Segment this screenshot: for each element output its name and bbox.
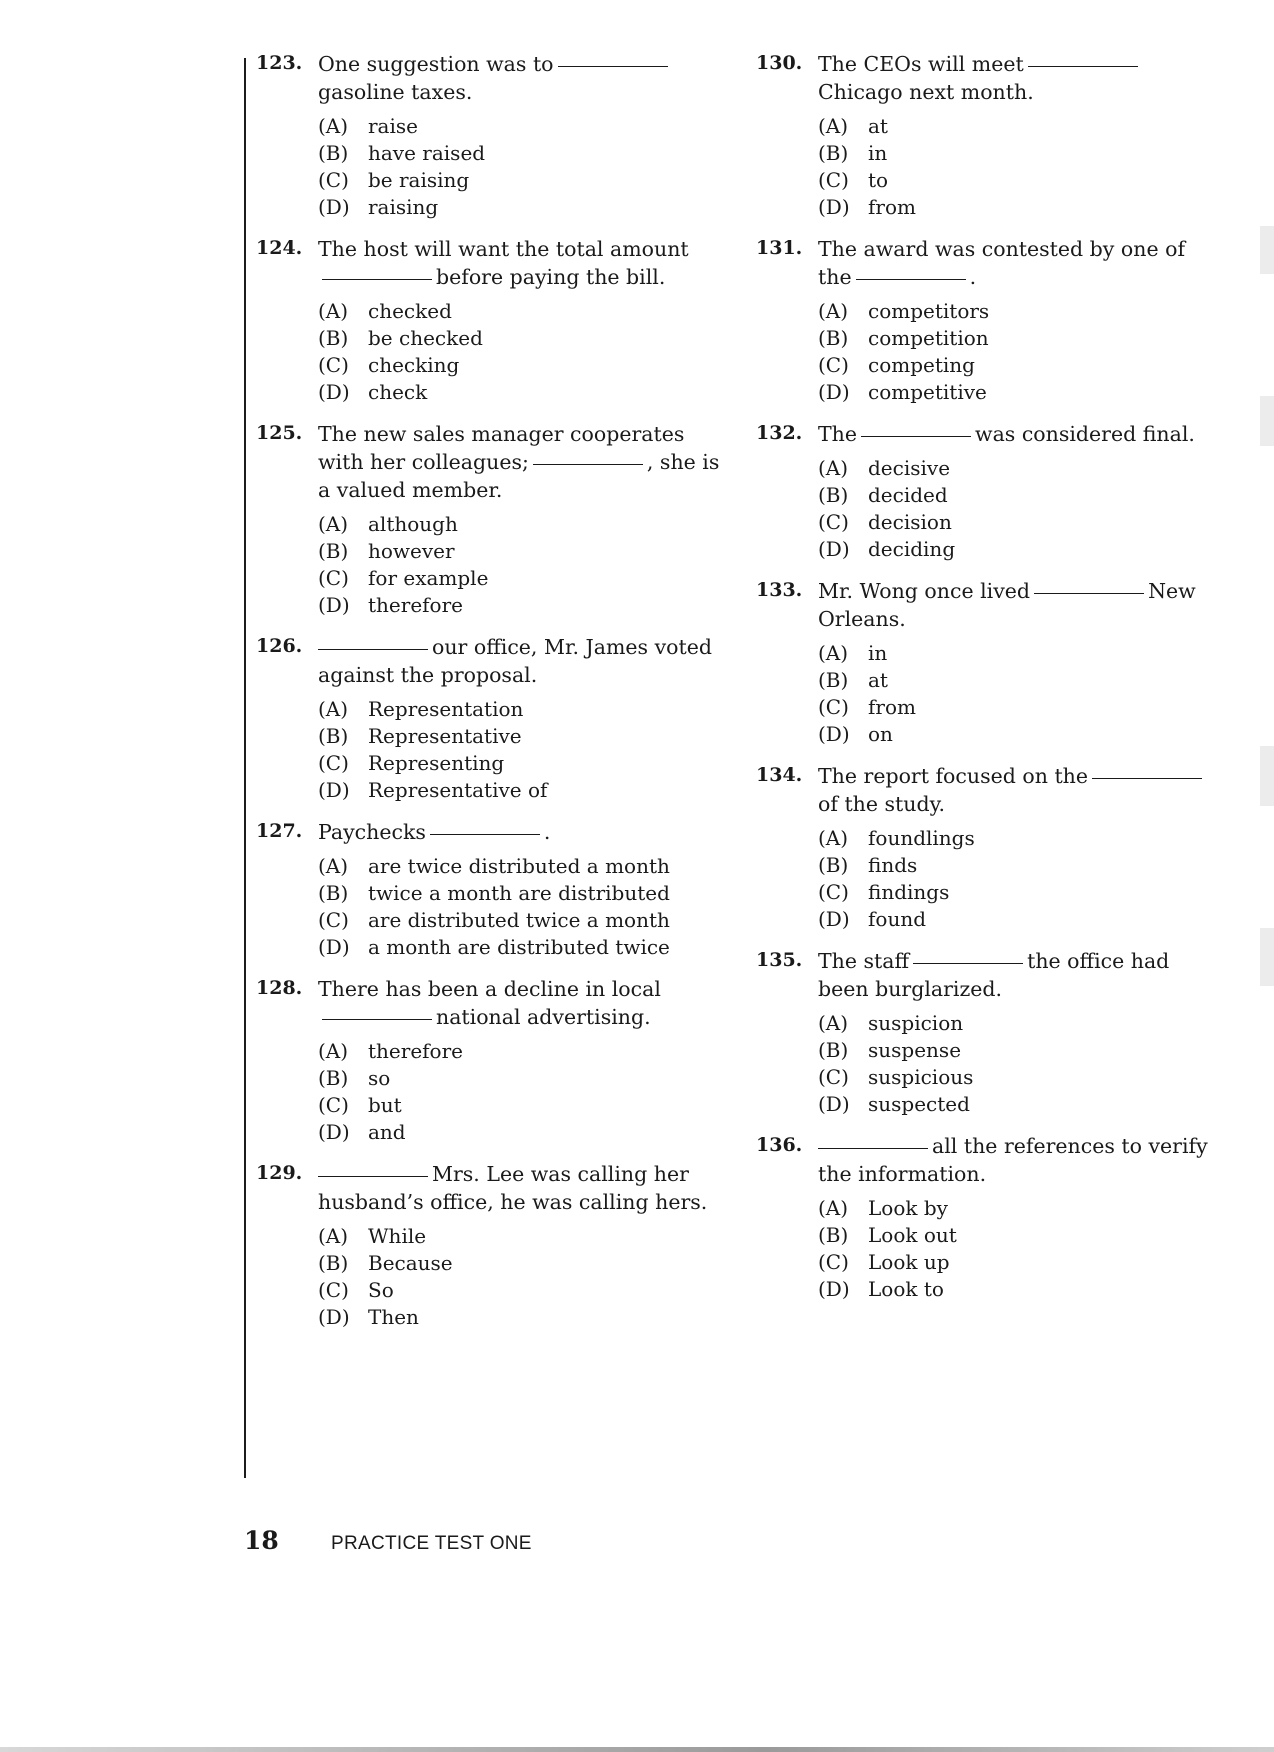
answer-blank <box>1034 593 1144 594</box>
stem-text-before: Paychecks <box>318 820 426 844</box>
option-letter: (C) <box>818 1250 849 1274</box>
option-letter: (D) <box>318 1305 350 1329</box>
option-letter: (D) <box>818 722 850 746</box>
answer-option <box>318 194 726 221</box>
answer-option <box>818 352 1216 379</box>
answer-option <box>318 325 726 352</box>
question-number: 131. <box>756 237 803 259</box>
answer-option <box>818 298 1216 325</box>
option-text: Look up <box>868 1250 950 1274</box>
option-letter: (C) <box>318 1093 349 1117</box>
option-letter: (C) <box>318 1278 349 1302</box>
question-number: 128. <box>256 977 303 999</box>
stem-text-after: Mrs. Lee was calling her husband’s office, he was calling hers. <box>318 1162 708 1214</box>
stem-text-before: The new sales manager cooperates with her colleagues; <box>318 422 685 474</box>
option-text: raising <box>368 195 439 219</box>
option-letter: (B) <box>318 1066 349 1090</box>
option-letter: (C) <box>818 695 849 719</box>
question-stem <box>818 1132 1216 1188</box>
answer-option <box>318 934 726 961</box>
option-text: While <box>368 1224 427 1248</box>
left-column <box>256 50 726 1345</box>
answer-option <box>318 777 726 804</box>
option-letter: (A) <box>318 114 349 138</box>
option-text: in <box>868 641 888 665</box>
answer-option <box>818 509 1216 536</box>
option-letter: (C) <box>318 353 349 377</box>
option-text: checked <box>368 299 452 323</box>
answer-blank <box>322 1019 432 1020</box>
scan-edge-shade <box>1260 226 1274 274</box>
stem-text-after: before paying the bill. <box>436 265 666 289</box>
option-text: therefore <box>368 593 463 617</box>
option-letter: (D) <box>318 1120 350 1144</box>
answer-option <box>318 538 726 565</box>
question <box>756 1132 1216 1303</box>
answer-option <box>818 1010 1216 1037</box>
stem-text-after: national advertising. <box>436 1005 651 1029</box>
question-stem <box>818 420 1216 448</box>
option-letter: (C) <box>318 566 349 590</box>
option-letter: (B) <box>818 1038 849 1062</box>
option-text: in <box>868 141 888 165</box>
question-number: 127. <box>256 820 303 842</box>
answer-options <box>818 455 1216 563</box>
answer-option <box>818 1064 1216 1091</box>
answer-blank <box>1028 66 1138 67</box>
option-letter: (D) <box>818 380 850 404</box>
question-number: 126. <box>256 635 303 657</box>
option-letter: (D) <box>818 1277 850 1301</box>
answer-options <box>318 511 726 619</box>
answer-option <box>318 352 726 379</box>
question-stem <box>318 1160 726 1216</box>
scan-edge-shade <box>1260 746 1274 806</box>
option-letter: (B) <box>318 326 349 350</box>
option-text: Representation <box>368 697 524 721</box>
answer-option <box>818 1249 1216 1276</box>
footer-title: PRACTICE TEST ONE <box>331 1533 532 1554</box>
option-letter: (B) <box>818 668 849 692</box>
stem-text-before: The host will want the total amount <box>318 237 689 261</box>
option-text: decisive <box>868 456 951 480</box>
question <box>256 235 726 406</box>
answer-blank <box>861 436 971 437</box>
stem-text-after: our office, Mr. James voted against the proposal. <box>318 635 713 687</box>
option-text: have raised <box>368 141 486 165</box>
option-text: so <box>368 1066 391 1090</box>
page-number: 18 <box>244 1526 279 1555</box>
question <box>256 50 726 221</box>
option-text: although <box>368 512 458 536</box>
option-letter: (B) <box>818 141 849 165</box>
question <box>256 1160 726 1331</box>
scan-bottom-edge <box>0 1747 1274 1752</box>
answer-option <box>318 880 726 907</box>
answer-options <box>818 825 1216 933</box>
option-text: Look to <box>868 1277 944 1301</box>
question-number: 132. <box>756 422 803 444</box>
answer-options <box>318 113 726 221</box>
question <box>256 633 726 804</box>
option-letter: (C) <box>318 908 349 932</box>
answer-blank <box>430 834 540 835</box>
option-letter: (D) <box>818 537 850 561</box>
stem-text-after: New Orleans. <box>818 579 1196 631</box>
question-stem <box>318 975 726 1031</box>
option-text: however <box>368 539 455 563</box>
answer-option <box>818 113 1216 140</box>
option-letter: (D) <box>318 593 350 617</box>
option-letter: (B) <box>818 326 849 350</box>
question <box>756 235 1216 406</box>
answer-options <box>818 113 1216 221</box>
stem-text-before: Mr. Wong once lived <box>818 579 1031 603</box>
option-text: at <box>868 668 888 692</box>
option-text: Representative of <box>368 778 548 802</box>
option-letter: (B) <box>818 853 849 877</box>
answer-options <box>818 640 1216 748</box>
answer-option <box>818 667 1216 694</box>
answer-option <box>318 379 726 406</box>
answer-options <box>318 696 726 804</box>
answer-option <box>818 721 1216 748</box>
option-letter: (C) <box>818 168 849 192</box>
answer-blank <box>322 279 432 280</box>
question <box>756 50 1216 221</box>
option-letter: (B) <box>318 881 349 905</box>
option-letter: (D) <box>318 935 350 959</box>
option-letter: (A) <box>818 114 849 138</box>
option-letter: (A) <box>818 641 849 665</box>
option-text: a month are distributed twice <box>368 935 670 959</box>
answer-option <box>318 723 726 750</box>
option-text: Look by <box>868 1196 948 1220</box>
option-letter: (A) <box>318 854 349 878</box>
answer-option <box>818 852 1216 879</box>
question-stem <box>818 235 1216 291</box>
option-letter: (D) <box>318 380 350 404</box>
question-number: 123. <box>256 52 303 74</box>
option-letter: (D) <box>818 907 850 931</box>
option-letter: (B) <box>318 141 349 165</box>
question <box>256 420 726 619</box>
answer-option <box>318 907 726 934</box>
answer-option <box>818 194 1216 221</box>
question-stem <box>818 947 1216 1003</box>
option-text: competition <box>868 326 989 350</box>
stem-text-after: all the references to verify the information. <box>818 1134 1208 1186</box>
stem-text-after: of the study. <box>818 792 945 816</box>
question <box>756 947 1216 1118</box>
stem-text-before: The <box>818 422 858 446</box>
stem-text-after: gasoline taxes. <box>318 80 473 104</box>
scan-edge-shade <box>1260 928 1274 986</box>
answer-option <box>318 298 726 325</box>
answer-option <box>818 1276 1216 1303</box>
answer-option <box>318 696 726 723</box>
option-text: decision <box>868 510 952 534</box>
option-text: suspicious <box>868 1065 974 1089</box>
option-text: found <box>868 907 927 931</box>
answer-option <box>818 1037 1216 1064</box>
option-letter: (C) <box>818 510 849 534</box>
answer-option <box>818 694 1216 721</box>
question-number: 130. <box>756 52 803 74</box>
option-text: checking <box>368 353 460 377</box>
question-number: 124. <box>256 237 303 259</box>
option-letter: (D) <box>318 195 350 219</box>
option-text: at <box>868 114 888 138</box>
answer-option <box>818 1195 1216 1222</box>
question <box>756 762 1216 933</box>
option-text: are twice distributed a month <box>368 854 670 878</box>
option-text: So <box>368 1278 394 1302</box>
option-text: Representative <box>368 724 522 748</box>
answer-option <box>818 1091 1216 1118</box>
margin-rule <box>244 58 246 1478</box>
answer-blank <box>818 1148 928 1149</box>
option-text: competitors <box>868 299 990 323</box>
question-stem <box>318 235 726 291</box>
answer-option <box>318 1277 726 1304</box>
stem-text-before: The report focused on the <box>818 764 1089 788</box>
question-stem <box>318 633 726 689</box>
stem-text-before: The CEOs will meet <box>818 52 1024 76</box>
answer-options <box>818 1010 1216 1118</box>
right-column <box>756 50 1216 1317</box>
answer-option <box>318 750 726 777</box>
option-text: to <box>868 168 889 192</box>
answer-option <box>818 325 1216 352</box>
option-letter: (D) <box>318 778 350 802</box>
answer-blank <box>913 963 1023 964</box>
question-stem <box>818 577 1216 633</box>
option-letter: (A) <box>318 697 349 721</box>
option-text: foundlings <box>868 826 975 850</box>
answer-option <box>318 1304 726 1331</box>
option-letter: (D) <box>818 195 850 219</box>
question-stem <box>318 50 726 106</box>
option-text: suspected <box>868 1092 970 1116</box>
option-text: finds <box>868 853 918 877</box>
answer-option <box>818 140 1216 167</box>
answer-blank <box>1092 778 1202 779</box>
answer-options <box>318 853 726 961</box>
option-letter: (A) <box>818 456 849 480</box>
answer-blank <box>318 1176 428 1177</box>
answer-blank <box>533 464 643 465</box>
answer-option <box>818 1222 1216 1249</box>
answer-option <box>318 1119 726 1146</box>
question-number: 133. <box>756 579 803 601</box>
answer-option <box>318 565 726 592</box>
option-text: from <box>868 695 916 719</box>
stem-text-before: One suggestion was to <box>318 52 554 76</box>
option-letter: (A) <box>818 1011 849 1035</box>
stem-text-after: . <box>969 265 977 289</box>
question-number: 135. <box>756 949 803 971</box>
option-letter: (B) <box>318 1251 349 1275</box>
option-letter: (C) <box>318 751 349 775</box>
stem-text-before: There has been a decline in local <box>318 977 661 1001</box>
option-text: deciding <box>868 537 956 561</box>
question-number: 134. <box>756 764 803 786</box>
stem-text-after: , she is a valued member. <box>318 450 720 502</box>
option-text: Look out <box>868 1223 957 1247</box>
stem-text-after: Chicago next month. <box>818 80 1034 104</box>
option-text: be checked <box>368 326 483 350</box>
answer-option <box>318 167 726 194</box>
option-text: for example <box>368 566 489 590</box>
question <box>256 818 726 961</box>
question-number: 136. <box>756 1134 803 1156</box>
option-text: competing <box>868 353 975 377</box>
answer-blank <box>318 649 428 650</box>
answer-option <box>318 853 726 880</box>
question-number: 125. <box>256 422 303 444</box>
answer-options <box>318 1038 726 1146</box>
option-text: be raising <box>368 168 470 192</box>
answer-blank <box>558 66 668 67</box>
answer-option <box>318 592 726 619</box>
stem-text-after: the office had been burglarized. <box>818 949 1170 1001</box>
answer-option <box>818 482 1216 509</box>
answer-option <box>818 879 1216 906</box>
option-text: decided <box>868 483 948 507</box>
option-text: but <box>368 1093 402 1117</box>
question-stem <box>818 762 1216 818</box>
answer-option <box>818 825 1216 852</box>
option-letter: (D) <box>818 1092 850 1116</box>
option-text: raise <box>368 114 418 138</box>
answer-option <box>818 455 1216 482</box>
answer-option <box>318 1065 726 1092</box>
option-text: on <box>868 722 893 746</box>
option-letter: (C) <box>818 880 849 904</box>
option-letter: (C) <box>318 168 349 192</box>
question-stem <box>818 50 1216 106</box>
scan-edge-shade <box>1260 396 1274 446</box>
stem-text-after: was considered final. <box>975 422 1195 446</box>
option-text: suspense <box>868 1038 962 1062</box>
option-letter: (B) <box>818 483 849 507</box>
option-text: Then <box>368 1305 419 1329</box>
answer-option <box>318 1250 726 1277</box>
answer-option <box>318 511 726 538</box>
option-text: therefore <box>368 1039 463 1063</box>
option-letter: (A) <box>818 1196 849 1220</box>
option-text: Because <box>368 1251 453 1275</box>
option-text: from <box>868 195 916 219</box>
option-letter: (B) <box>818 1223 849 1247</box>
question <box>256 975 726 1146</box>
stem-text-before: The staff <box>818 949 910 973</box>
question-number: 129. <box>256 1162 303 1184</box>
answer-option <box>818 167 1216 194</box>
answer-blank <box>856 279 966 280</box>
answer-options <box>318 1223 726 1331</box>
answer-option <box>318 1038 726 1065</box>
answer-option <box>318 113 726 140</box>
answer-option <box>818 379 1216 406</box>
option-text: check <box>368 380 428 404</box>
answer-option <box>318 1223 726 1250</box>
option-letter: (A) <box>818 826 849 850</box>
answer-option <box>818 640 1216 667</box>
option-text: suspicion <box>868 1011 964 1035</box>
option-letter: (A) <box>318 1224 349 1248</box>
page-footer <box>244 1526 532 1555</box>
question <box>756 420 1216 563</box>
option-text: findings <box>868 880 950 904</box>
option-letter: (C) <box>818 353 849 377</box>
answer-options <box>818 298 1216 406</box>
question <box>756 577 1216 748</box>
answer-options <box>818 1195 1216 1303</box>
stem-text-before: The award was contested by one of the <box>818 237 1186 289</box>
option-text: Representing <box>368 751 505 775</box>
option-text: are distributed twice a month <box>368 908 670 932</box>
stem-text-after: . <box>543 820 551 844</box>
answer-option <box>818 536 1216 563</box>
question-stem <box>318 420 726 504</box>
option-letter: (B) <box>318 724 349 748</box>
answer-option <box>318 140 726 167</box>
option-letter: (A) <box>318 299 349 323</box>
answer-option <box>318 1092 726 1119</box>
answer-option <box>818 906 1216 933</box>
option-text: competitive <box>868 380 987 404</box>
option-text: and <box>368 1120 406 1144</box>
option-letter: (C) <box>818 1065 849 1089</box>
answer-options <box>318 298 726 406</box>
option-letter: (A) <box>818 299 849 323</box>
option-text: twice a month are distributed <box>368 881 670 905</box>
option-letter: (A) <box>318 1039 349 1063</box>
question-stem <box>318 818 726 846</box>
option-letter: (B) <box>318 539 349 563</box>
option-letter: (A) <box>318 512 349 536</box>
